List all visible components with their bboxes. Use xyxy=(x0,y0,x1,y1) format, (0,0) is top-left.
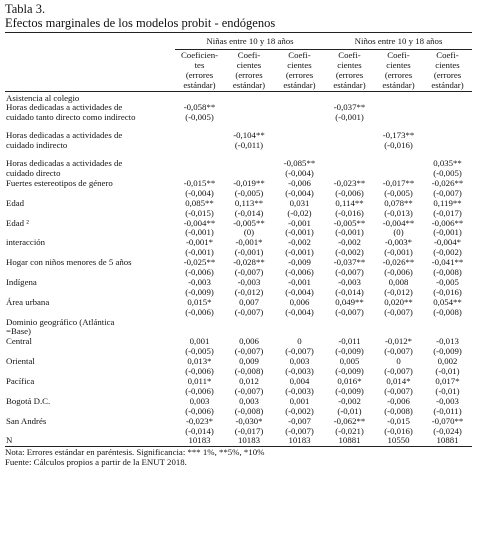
coef-cell: -0,058** xyxy=(183,102,216,113)
se-cell: (-0,006) xyxy=(185,267,214,278)
se-cell: (-0,01) xyxy=(435,385,460,396)
coef-cell: 0,009 xyxy=(239,356,259,367)
se-cell: (-0,009) xyxy=(335,346,364,357)
se-cell: (-0,013) xyxy=(384,207,413,218)
se-cell: (-0,004) xyxy=(185,187,214,198)
coef-cell: -0,011 xyxy=(338,336,361,347)
row-label-line: Edad ² xyxy=(6,217,29,228)
coef-cell: -0,002 xyxy=(288,237,311,248)
se-cell xyxy=(423,141,472,151)
row-label-line: Edad xyxy=(6,197,25,208)
coef-cell: -0,009 xyxy=(288,257,311,268)
column-header-line: Coeficien- xyxy=(180,49,219,60)
n-cell: 10550 xyxy=(374,436,423,446)
row-label-line: Horas dedicadas a actividades de xyxy=(6,158,123,169)
se-cell: (-0,001) xyxy=(185,247,214,258)
row-label-line: cuidado indirecto xyxy=(6,140,68,151)
coef-cell: 0,001 xyxy=(289,395,310,406)
table-source: Fuente: Cálculos propios a partir de la ENUT 2018. xyxy=(5,457,187,468)
table-label: Tabla 3. xyxy=(5,2,46,16)
table-row xyxy=(5,159,472,169)
coef-cell: 0,119** xyxy=(433,197,462,208)
coef-cell: -0,026** xyxy=(382,257,415,268)
se-cell: (-0,021) xyxy=(335,425,364,436)
coef-cell: -0,070** xyxy=(431,415,464,426)
coef-cell xyxy=(374,103,423,113)
se-cell: (-0,002) xyxy=(433,247,462,258)
se-cell: (-0,011) xyxy=(234,140,264,151)
coef-cell xyxy=(175,159,224,169)
se-cell: (-0,007) xyxy=(234,346,264,357)
se-cell: (-0,016) xyxy=(384,425,413,436)
coef-cell: 0,035** xyxy=(433,158,462,169)
se-cell: (-0,007) xyxy=(384,385,413,396)
coef-cell: -0,104** xyxy=(233,130,265,141)
se-cell: (-0,007) xyxy=(234,306,264,317)
table-note: Nota: Errores estándar en paréntesis. Significancia: *** 1%, **5%, *10% xyxy=(5,447,265,458)
coef-cell: -0,019** xyxy=(233,177,265,188)
se-cell: (-0,012) xyxy=(384,286,413,297)
coef-cell: -0,025** xyxy=(183,257,216,268)
se-cell: (-0,001) xyxy=(433,227,462,238)
coef-cell: -0,041** xyxy=(431,257,464,268)
results-table xyxy=(5,32,472,447)
coef-cell: 0,007 xyxy=(239,296,259,307)
se-cell xyxy=(175,141,224,151)
column-header-line: estándar) xyxy=(232,79,266,90)
se-cell: (-0,006) xyxy=(185,306,214,317)
row-label xyxy=(5,278,175,298)
coef-cell: -0,015 xyxy=(387,415,410,426)
column-header-line: estándar) xyxy=(333,79,366,90)
coef-cell: -0,001 xyxy=(288,217,311,228)
coef-cell: 0,013* xyxy=(187,356,212,367)
coef-cell: 0,006 xyxy=(289,296,310,307)
se-cell: (-0,007) xyxy=(335,267,364,278)
row-label xyxy=(5,219,175,239)
table-row xyxy=(5,318,472,328)
coef-cell: -0,001 xyxy=(288,276,311,287)
column-header-line: tes xyxy=(194,59,205,70)
coef-cell: -0,003 xyxy=(237,276,261,287)
column-header xyxy=(224,49,274,91)
coef-cell: 0,006 xyxy=(239,336,259,347)
se-cell: (-0,005) xyxy=(384,187,413,198)
se-cell: (-0,008) xyxy=(234,366,264,377)
row-label: N xyxy=(5,436,175,446)
coef-cell: 0,017* xyxy=(435,376,460,386)
se-cell: (-0,002) xyxy=(335,247,364,258)
coef-cell: 0 xyxy=(297,336,302,347)
se-cell: (-0,005) xyxy=(433,167,462,178)
row-label-line: Pacífica xyxy=(6,376,35,386)
coef-cell: -0,037** xyxy=(333,102,366,113)
coef-cell: -0,002 xyxy=(338,237,361,248)
coef-cell: -0,012* xyxy=(384,336,413,347)
group-header-girls: Niñas entre 10 y 18 años xyxy=(175,33,325,50)
row-label xyxy=(5,337,175,357)
row-label-line: San Andrés xyxy=(6,415,47,426)
se-cell: (-0,008) xyxy=(384,405,413,416)
se-cell: (-0,014) xyxy=(185,425,214,436)
coef-cell xyxy=(423,103,472,113)
se-cell: (-0,006) xyxy=(335,187,364,198)
coef-cell xyxy=(423,131,472,141)
se-cell: (-0,004) xyxy=(285,306,314,317)
coef-cell: -0,006 xyxy=(288,177,311,188)
column-header-line: (errores xyxy=(433,69,462,80)
coef-cell: -0,037** xyxy=(333,257,366,268)
row-label-line: Indígena xyxy=(6,276,37,287)
row-label xyxy=(5,397,175,417)
se-cell: (-0,008) xyxy=(433,267,462,278)
coef-cell: 0,005 xyxy=(339,356,360,367)
row-label xyxy=(5,131,175,151)
column-header xyxy=(175,49,224,91)
group-header-boys: Niños entre 10 y 18 años xyxy=(325,33,472,50)
n-row xyxy=(5,436,472,446)
se-cell: (-0,007) xyxy=(433,187,462,198)
column-header xyxy=(374,49,423,91)
n-cell: 10881 xyxy=(325,436,374,446)
se-cell: (-0,007) xyxy=(384,366,413,377)
se-cell: (-0,008) xyxy=(433,306,462,317)
se-cell: (-0,003) xyxy=(285,366,314,377)
n-cell: 10183 xyxy=(175,436,224,446)
coef-cell: -0,062** xyxy=(333,415,366,426)
se-cell: (-0,017) xyxy=(234,425,264,436)
row-label xyxy=(5,298,175,318)
se-cell: (-0,01) xyxy=(337,405,362,416)
coef-cell: -0,004** xyxy=(382,217,415,228)
column-header-line: cientes xyxy=(337,59,362,70)
column-header-row xyxy=(5,49,472,91)
coef-cell: -0,013 xyxy=(436,336,459,347)
n-cell: 10183 xyxy=(274,436,325,446)
coef-cell: -0,017** xyxy=(382,177,415,188)
coef-cell xyxy=(325,131,374,141)
se-cell: (-0,01) xyxy=(435,366,460,377)
se-cell: (-0,003) xyxy=(285,385,314,396)
coef-cell: -0,023** xyxy=(333,177,366,188)
row-label xyxy=(5,258,175,278)
coef-cell: 0,020** xyxy=(384,296,413,307)
se-cell: (-0,001) xyxy=(335,227,364,238)
column-header-line: estándar) xyxy=(183,79,216,90)
row-label xyxy=(5,179,175,199)
column-header-line: estándar) xyxy=(283,79,316,90)
row-label-line: Central xyxy=(6,336,32,347)
se-cell: (-0,001) xyxy=(285,227,314,238)
se-cell: (-0,007) xyxy=(384,306,413,317)
se-cell: (-0,006) xyxy=(285,267,314,278)
coef-cell: -0,004* xyxy=(433,237,462,248)
se-cell: (0) xyxy=(393,227,404,238)
coef-cell: -0,006** xyxy=(431,217,464,228)
column-header-line: (errores xyxy=(335,69,364,80)
column-header-line: cientes xyxy=(386,59,411,70)
se-cell: (-0,006) xyxy=(185,366,214,377)
se-cell: (-0,009) xyxy=(335,366,364,377)
section-title: Asistencia al colegio xyxy=(6,92,80,103)
column-header xyxy=(274,49,325,91)
se-cell: (-0,005) xyxy=(185,346,214,357)
se-cell: (-0,006) xyxy=(384,267,413,278)
se-cell xyxy=(224,113,274,123)
coef-cell: -0,085** xyxy=(283,158,316,169)
se-cell: (-0,011) xyxy=(433,405,462,416)
coef-cell: -0,023* xyxy=(185,415,214,426)
se-cell: (-0,007) xyxy=(234,267,264,278)
se-cell: (-0,009) xyxy=(433,346,462,357)
row-label: =Base) xyxy=(6,326,31,337)
column-header-line: Coefi- xyxy=(338,49,361,60)
coef-cell: 0,003 xyxy=(289,356,310,367)
coef-cell: 0,002 xyxy=(437,356,458,367)
column-header-line: (errores xyxy=(384,69,413,80)
coef-cell: -0,005** xyxy=(233,217,265,228)
coef-cell: 0,001 xyxy=(189,336,210,347)
coef-cell: -0,001* xyxy=(185,237,214,248)
se-cell: (-0,017) xyxy=(433,207,462,218)
coef-cell: -0,001* xyxy=(235,237,263,248)
se-cell: (-0,004) xyxy=(285,167,314,178)
column-header-line: Coefi- xyxy=(387,49,410,60)
column-header-line: (errores xyxy=(285,69,314,80)
coef-cell: 0,031 xyxy=(289,197,310,208)
n-cell: 10881 xyxy=(423,436,472,446)
column-header-line: cientes xyxy=(435,59,460,70)
coef-cell: 0,014* xyxy=(386,376,411,386)
coef-cell: 0,078** xyxy=(384,197,413,208)
se-cell xyxy=(325,141,374,151)
row-label: Dominio geográfico (Atlántica xyxy=(6,316,115,327)
se-cell: (0) xyxy=(243,227,255,238)
se-cell: (-0,007) xyxy=(285,425,314,436)
coef-cell: 0,008 xyxy=(388,276,409,287)
row-label-line: Horas dedicadas a actividades de xyxy=(6,130,123,141)
row-label-line: cuidado tanto directo como indirecto xyxy=(6,112,136,123)
se-cell: (-0,016) xyxy=(384,140,413,151)
se-cell: (-0,014) xyxy=(335,286,364,297)
se-cell: (-0,02) xyxy=(287,207,312,218)
se-cell: (-0,007) xyxy=(384,346,413,357)
coef-cell: -0,004** xyxy=(183,217,216,228)
se-cell: (-0,009) xyxy=(185,286,214,297)
column-header xyxy=(423,49,472,91)
row-label-line: interacción xyxy=(6,237,46,248)
se-cell: (-0,024) xyxy=(433,425,462,436)
se-cell: (-0,001) xyxy=(335,112,364,123)
se-cell: (-0,007) xyxy=(285,346,314,357)
coef-cell: -0,003 xyxy=(338,276,361,287)
row-label xyxy=(5,417,175,437)
coef-cell: -0,007 xyxy=(288,415,311,426)
coef-cell xyxy=(374,159,423,169)
se-cell: (-0,016) xyxy=(335,207,364,218)
se-cell: (-0,008) xyxy=(234,405,264,416)
coef-cell xyxy=(325,159,374,169)
se-cell: (-0,007) xyxy=(335,306,364,317)
coef-cell: 0,004 xyxy=(289,376,310,386)
column-header-line: Coefi- xyxy=(237,49,261,60)
coef-cell: -0,003 xyxy=(188,276,211,287)
se-cell: (-0,004) xyxy=(285,286,314,297)
coef-cell: -0,005** xyxy=(333,217,366,228)
se-cell: (-0,005) xyxy=(234,187,264,198)
coef-cell: -0,006 xyxy=(387,395,410,406)
group-header-row xyxy=(5,33,472,50)
table-row xyxy=(5,103,472,113)
column-header-line: cientes xyxy=(236,59,262,70)
row-label-line: Horas dedicadas a actividades de xyxy=(6,102,123,113)
se-cell: (-0,006) xyxy=(185,405,214,416)
coef-cell: 0,114** xyxy=(335,197,364,208)
table-title: Efectos marginales de los modelos probit - endógenos xyxy=(5,16,276,30)
coef-cell: 0,016* xyxy=(337,376,362,386)
se-cell xyxy=(423,113,472,123)
coef-cell xyxy=(175,131,224,141)
se-cell xyxy=(274,141,325,151)
coef-cell: 0,085** xyxy=(185,197,214,208)
row-label xyxy=(5,357,175,377)
coef-cell: -0,026** xyxy=(431,177,464,188)
coef-cell: 0,113** xyxy=(234,197,264,208)
coef-cell: 0,011* xyxy=(187,376,212,386)
coef-cell: -0,005 xyxy=(436,276,459,287)
row-label-line: cuidado directo xyxy=(6,167,61,178)
coef-cell: 0,054** xyxy=(433,296,462,307)
se-cell: (-0,015) xyxy=(185,207,214,218)
row-label xyxy=(5,238,175,258)
se-cell: (-0,009) xyxy=(335,385,364,396)
coef-cell: -0,002 xyxy=(338,395,361,406)
se-cell: (-0,001) xyxy=(234,247,264,258)
coef-cell: 0,049** xyxy=(335,296,364,307)
column-header-line: (errores xyxy=(185,69,214,80)
document xyxy=(5,2,472,467)
row-label xyxy=(5,159,175,179)
column-header-line: estándar) xyxy=(431,79,464,90)
coef-cell xyxy=(274,103,325,113)
row-label xyxy=(5,199,175,219)
se-cell xyxy=(374,113,423,123)
column-header-line: estándar) xyxy=(382,79,415,90)
row-label xyxy=(5,377,175,397)
column-header-line: Coefi- xyxy=(436,49,459,60)
column-header xyxy=(325,49,374,91)
coef-cell: -0,015** xyxy=(183,177,216,188)
row-label xyxy=(5,103,175,123)
coef-cell xyxy=(274,131,325,141)
column-header-line: (errores xyxy=(235,69,263,80)
se-cell: (-0,007) xyxy=(234,385,264,396)
se-cell: (-0,005) xyxy=(185,112,214,123)
se-cell: (-0,001) xyxy=(285,247,314,258)
se-cell: (-0,016) xyxy=(433,286,462,297)
se-cell: (-0,002) xyxy=(285,405,314,416)
coef-cell: -0,173** xyxy=(382,130,415,141)
column-header-line: Coefi- xyxy=(288,49,311,60)
coef-cell: 0 xyxy=(396,356,401,367)
coef-cell: -0,003 xyxy=(436,395,459,406)
row-label-line: Hogar con niños menores de 5 años xyxy=(6,257,132,268)
se-cell: (-0,012) xyxy=(234,286,264,297)
n-cell: 10183 xyxy=(224,436,274,446)
coef-cell: 0,003 xyxy=(239,395,259,406)
se-cell: (-0,006) xyxy=(185,385,214,396)
column-header-line: cientes xyxy=(287,59,312,70)
row-label-line: Área urbana xyxy=(6,296,50,307)
se-cell xyxy=(274,113,325,123)
coef-cell: -0,003* xyxy=(384,237,413,248)
coef-cell: 0,012 xyxy=(239,376,259,386)
coef-cell: -0,030* xyxy=(235,415,263,426)
row-label-line: Oriental xyxy=(6,356,35,367)
row-label-line: Fuertes estereotipos de género xyxy=(6,177,113,188)
se-cell: (-0,014) xyxy=(234,207,264,218)
coef-cell xyxy=(224,103,274,113)
coef-cell xyxy=(224,159,274,169)
se-cell: (-0,001) xyxy=(384,247,413,258)
coef-cell: 0,003 xyxy=(189,395,210,406)
coef-cell: -0,028** xyxy=(233,257,265,268)
coef-cell: 0,015* xyxy=(187,296,212,307)
se-cell: (-0,004) xyxy=(285,187,314,198)
row-label-line: Bogotá D.C. xyxy=(6,395,51,406)
se-cell: (-0,001) xyxy=(185,227,214,238)
